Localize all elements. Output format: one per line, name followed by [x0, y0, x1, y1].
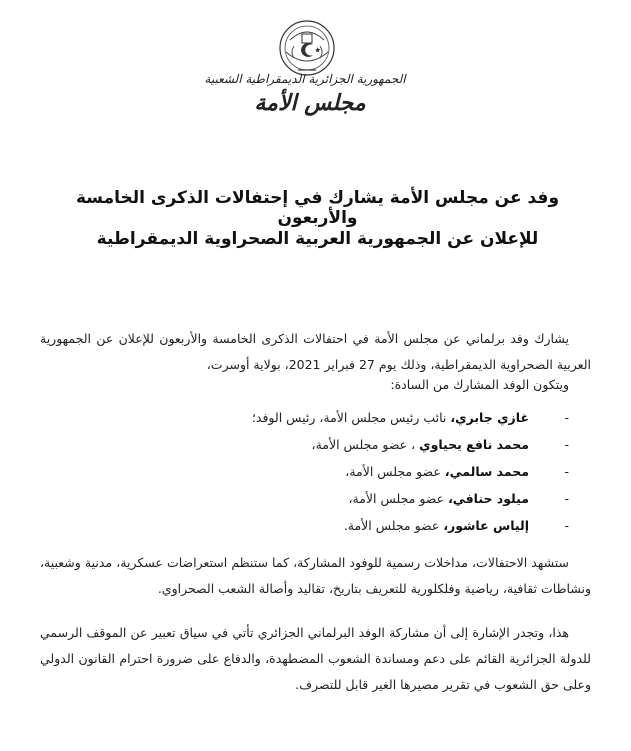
member-name: محمد سالمي، [444, 464, 529, 479]
list-item: - غازي جابري، نائب رئيس مجلس الأمة، رئيس الوفد؛ [251, 410, 569, 425]
member-name: غازي جابري، [450, 410, 529, 425]
council-logo-text: مجلس الأمة [254, 90, 366, 116]
list-item: - محمد نافع يحياوي ، عضو مجلس الأمة، [311, 437, 569, 452]
paragraph-2: ستشهد الاحتفالات، مداخلات رسمية للوفود المشاركة، كما ستنظم استعراضات عسكرية، مدنية وشعبية، ونشاطات ثقافية، رياضية وفلكلورية للتعريف بتاريخ، تقاليد وأصالة الشعب الصحراوي. [40, 555, 591, 596]
member-role: عضو مجلس الأمة، [348, 491, 449, 506]
delegation-members-list [40, 404, 569, 539]
paragraph-1: يشارك وفد برلماني عن مجلس الأمة في احتفالات الذكرى الخامسة والأربعون للإعلان عن الجمهورية العربية الصحراوية الديمقراطية، وذلك يوم 27 فبراير 2021، بولاية أوسرت، [40, 331, 591, 372]
list-item: - ميلود حنافي، عضو مجلس الأمة، [348, 491, 569, 506]
headline-line-2: للإعلان عن الجمهورية العربية الصحراوية الديمقراطية [96, 229, 539, 249]
list-item: - محمد سالمي، عضو مجلس الأمة، [345, 464, 569, 479]
member-name: إلياس عاشور، [443, 518, 529, 533]
member-name: محمد نافع يحياوي [419, 437, 529, 452]
headline-line-1: وفد عن مجلس الأمة يشارك في إحتفالات الذكرى الخامسة والأربعون [75, 188, 560, 228]
paragraph-3: هذا، وتجدر الإشارة إلى أن مشاركة الوفد البرلماني الجزائري تأتي في سياق تعبير عن الموقف الرسمي للدولة الجزائرية القائم على دعم ومساندة الشعوب المضطهدة، والدفاع على ضرورة احترام القانون الدولي وعلى حق الشعوب في تقرير مصيرها الغير قابل للتصرف. [40, 625, 591, 692]
member-role: ، عضو مجلس الأمة، [311, 437, 420, 452]
member-name: ميلود حنافي، [448, 491, 529, 506]
member-role: نائب رئيس مجلس الأمة، رئيس الوفد؛ [251, 410, 451, 425]
member-role: عضو مجلس الأمة، [345, 464, 445, 479]
republic-name: الجمهورية الجزائرية الديمقراطية الشعبية [204, 72, 406, 86]
list-item: - إلياس عاشور، عضو مجلس الأمة. [343, 518, 569, 533]
delegation-intro: ويتكون الوفد المشارك من السادة: [390, 377, 569, 392]
member-role: عضو مجلس الأمة. [343, 518, 444, 533]
